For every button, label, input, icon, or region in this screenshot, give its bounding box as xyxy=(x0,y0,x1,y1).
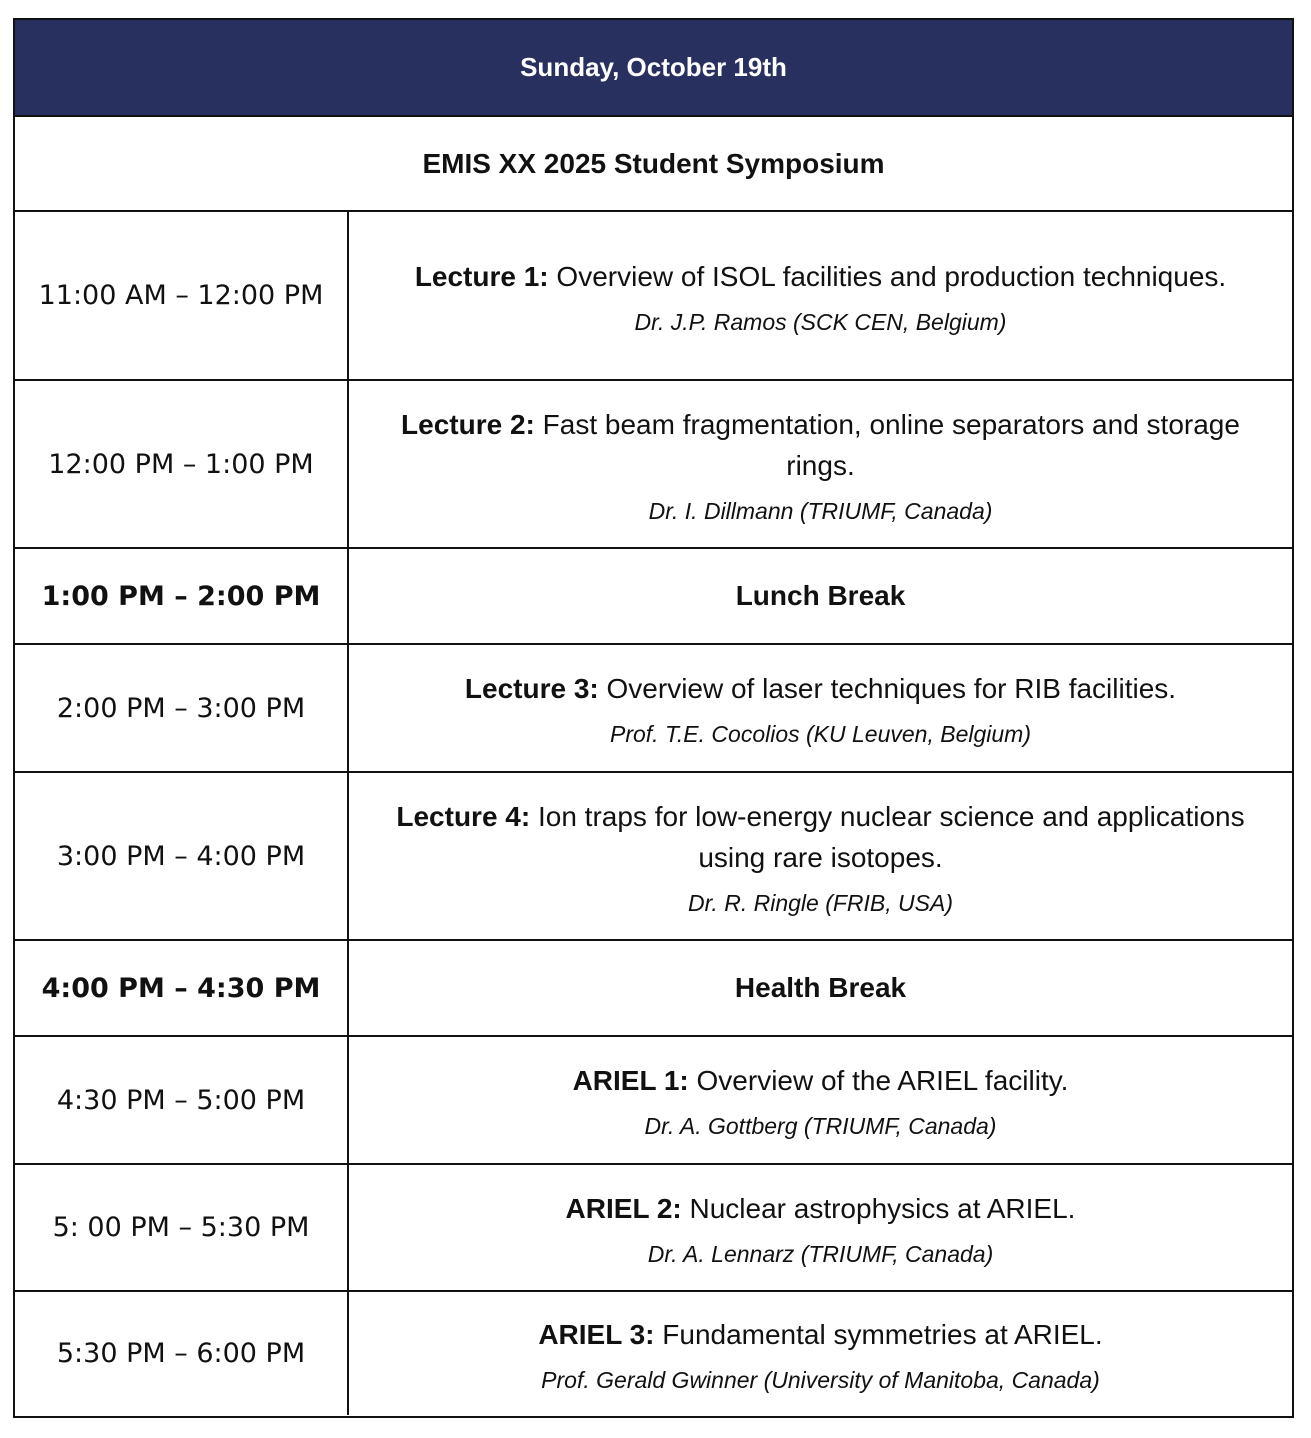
session-topic-text: Ion traps for low-energy nuclear science and applications using rare isotopes. xyxy=(530,800,1245,873)
session-topic-text: Nuclear astrophysics at ARIEL. xyxy=(681,1192,1076,1224)
session-speaker: Prof. Gerald Gwinner (University of Manitoba, Canada) xyxy=(541,1366,1100,1393)
session-label: Lecture 3: xyxy=(464,673,599,704)
session-row xyxy=(15,212,1292,381)
session-row xyxy=(15,1165,1292,1292)
session-row xyxy=(15,381,1292,549)
session-row xyxy=(15,1037,1292,1165)
session-description xyxy=(349,1165,1292,1290)
session-topic xyxy=(415,256,1226,297)
date-header: Sunday, October 19th xyxy=(520,52,787,82)
session-speaker: Dr. R. Ringle (FRIB, USA) xyxy=(688,889,953,916)
symposium-title: EMIS XX 2025 Student Symposium xyxy=(422,147,885,179)
session-time: 5:30 PM – 6:00 PM xyxy=(15,1292,349,1415)
session-topic xyxy=(465,668,1176,709)
break-description xyxy=(349,549,1292,643)
session-description xyxy=(349,773,1292,939)
session-row xyxy=(15,645,1292,773)
session-topic-text: Fundamental symmetries at ARIEL. xyxy=(654,1318,1103,1350)
session-topic xyxy=(538,1314,1102,1355)
break-description xyxy=(349,941,1292,1035)
session-topic xyxy=(573,1060,1069,1101)
session-topic-text: Overview of the ARIEL facility. xyxy=(688,1065,1069,1096)
session-topic xyxy=(389,404,1252,486)
break-label: Lunch Break xyxy=(735,580,906,611)
session-label: Lecture 2: xyxy=(401,408,535,440)
session-description xyxy=(349,1292,1292,1415)
session-topic xyxy=(566,1188,1076,1229)
session-speaker: Dr. I. Dillmann (TRIUMF, Canada) xyxy=(648,497,993,524)
session-topic-text: Fast beam fragmentation, online separators and storage rings. xyxy=(534,408,1240,481)
session-label: Lecture 4: xyxy=(396,800,531,832)
session-description xyxy=(349,212,1292,379)
session-time: 3:00 PM – 4:00 PM xyxy=(15,773,349,939)
break-row xyxy=(15,549,1292,645)
session-speaker: Dr. J.P. Ramos (SCK CEN, Belgium) xyxy=(634,308,1007,335)
session-speaker: Dr. A. Lennarz (TRIUMF, Canada) xyxy=(647,1240,994,1267)
session-topic xyxy=(389,796,1252,878)
break-time: 4:00 PM – 4:30 PM xyxy=(15,941,349,1035)
session-label: Lecture 1: xyxy=(414,260,549,292)
session-label: ARIEL 1: xyxy=(572,1065,689,1096)
session-row xyxy=(15,773,1292,941)
session-label: ARIEL 2: xyxy=(565,1192,682,1224)
break-label: Health Break xyxy=(734,972,907,1003)
date-header-row xyxy=(15,20,1292,117)
session-time: 2:00 PM – 3:00 PM xyxy=(15,645,349,771)
session-row xyxy=(15,1292,1292,1415)
break-row xyxy=(15,941,1292,1037)
title-row xyxy=(15,117,1292,212)
session-time: 4:30 PM – 5:00 PM xyxy=(15,1037,349,1163)
break-time: 1:00 PM – 2:00 PM xyxy=(15,549,349,643)
session-description xyxy=(349,381,1292,547)
session-topic-text: Overview of laser techniques for RIB facilities. xyxy=(598,673,1177,704)
session-time: 5: 00 PM – 5:30 PM xyxy=(15,1165,349,1290)
session-description xyxy=(349,1037,1292,1163)
session-label: ARIEL 3: xyxy=(538,1318,655,1350)
schedule-table xyxy=(13,18,1294,1418)
session-speaker: Prof. T.E. Cocolios (KU Leuven, Belgium) xyxy=(610,721,1031,747)
session-description xyxy=(349,645,1292,771)
session-time: 11:00 AM – 12:00 PM xyxy=(15,212,349,379)
session-time: 12:00 PM – 1:00 PM xyxy=(15,381,349,547)
session-topic-text: Overview of ISOL facilities and production techniques. xyxy=(548,260,1227,292)
session-speaker: Dr. A. Gottberg (TRIUMF, Canada) xyxy=(644,1113,997,1139)
